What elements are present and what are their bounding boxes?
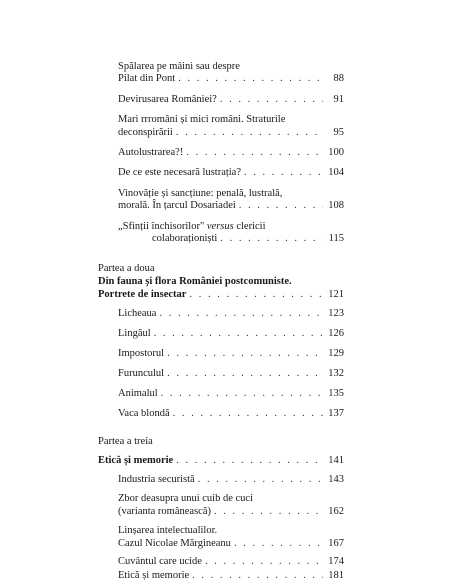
toc-page-number: 95 — [333, 127, 344, 138]
toc-entry-title: Vaca blondă — [118, 408, 170, 419]
dot-leader — [220, 233, 323, 245]
dot-leader — [176, 455, 323, 467]
toc-page-number: 100 — [328, 147, 344, 158]
toc-entry-title: Mari rrromâni și mici români. Straturile — [118, 114, 286, 125]
toc-entry-title: Lingăul — [118, 328, 151, 339]
toc-page-number: 121 — [328, 289, 344, 300]
toc-page-number: 135 — [328, 388, 344, 399]
toc-entry[interactable] — [118, 200, 344, 212]
toc-page-number: 141 — [328, 455, 344, 466]
toc-page-number: 181 — [328, 570, 344, 581]
toc-entry-title: Licheaua — [118, 308, 157, 319]
toc-page-number: 129 — [328, 348, 344, 359]
toc-entry[interactable] — [118, 556, 344, 568]
toc-page-number: 115 — [328, 233, 344, 244]
toc-entry-title: (varianta românească) — [118, 506, 211, 517]
toc-page-number: 162 — [328, 506, 344, 517]
toc-entry-title: Autolustrarea?! — [118, 147, 184, 158]
toc-entry[interactable] — [118, 538, 344, 550]
dot-leader — [167, 368, 323, 380]
toc-entry-title: Animalul — [118, 388, 158, 399]
toc-page-number: 123 — [328, 308, 344, 319]
dot-leader — [167, 348, 323, 360]
toc-entry[interactable] — [118, 368, 344, 380]
toc-entry-title: Zbor deasupra unui cuib de cuci — [118, 493, 253, 504]
part-title-entry[interactable] — [98, 289, 344, 301]
toc-entry[interactable] — [118, 94, 344, 106]
toc-entry-title: Furunculul — [118, 368, 165, 379]
dot-leader — [234, 538, 323, 550]
part-label: Partea a treia — [98, 436, 153, 447]
dot-leader — [239, 200, 323, 212]
dot-leader — [178, 73, 323, 85]
toc-entry[interactable] — [118, 570, 344, 582]
toc-entry-title: deconspirării — [118, 127, 173, 138]
toc-entry-title: Devirusarea României? — [118, 94, 217, 105]
part-title-entry[interactable] — [98, 455, 344, 467]
toc-entry[interactable] — [118, 167, 344, 179]
dot-leader — [198, 474, 323, 486]
toc-entry[interactable] — [118, 308, 344, 320]
toc-entry-title: Cuvântul care ucide — [118, 556, 202, 567]
toc-entry[interactable] — [118, 408, 344, 420]
dot-leader — [244, 167, 323, 179]
toc-entry[interactable] — [118, 348, 344, 360]
toc-entry-title: morală. În țarcul Dosariadei — [118, 200, 236, 211]
toc-page-number: 132 — [328, 368, 344, 379]
toc-entry[interactable] — [118, 127, 344, 139]
toc-entry-title: colaboraționiști — [152, 233, 218, 244]
dot-leader — [176, 127, 323, 139]
toc-page-number: 126 — [328, 328, 344, 339]
toc-entry-title: Vinovăție și sancțiune: penală, lustrală, — [118, 188, 283, 199]
toc-entry[interactable] — [118, 73, 344, 85]
toc-page-number: 137 — [328, 408, 344, 419]
part-title: Portrete de insectar — [98, 289, 187, 300]
toc-page-number: 104 — [328, 167, 344, 178]
title-part: clericii — [233, 221, 266, 232]
dot-leader — [214, 506, 323, 518]
toc-page-number: 88 — [333, 73, 344, 84]
part-label: Partea a doua — [98, 263, 155, 274]
toc-page-number: 91 — [333, 94, 344, 105]
dot-leader — [173, 408, 323, 420]
toc-entry-title: Spălarea pe mâini sau despre — [118, 61, 240, 72]
toc-entry-title: Impostorul — [118, 348, 165, 359]
toc-entry-title: Pilat din Pont — [118, 73, 176, 84]
dot-leader — [159, 308, 323, 320]
toc-page-number: 108 — [328, 200, 344, 211]
dot-leader — [205, 556, 323, 568]
part-title: Etică și memorie — [98, 455, 174, 466]
toc-entry[interactable] — [118, 328, 344, 340]
toc-entry[interactable] — [118, 233, 344, 245]
toc-page-number: 174 — [328, 556, 344, 567]
title-part: „Sfinții închisorilor" — [118, 221, 207, 232]
dot-leader — [161, 388, 323, 400]
dot-leader — [189, 289, 323, 301]
toc-entry[interactable] — [118, 506, 344, 518]
toc-entry[interactable] — [118, 474, 344, 486]
toc-entry-title: Linșarea intelectualilor. — [118, 525, 218, 536]
toc-page-number: 143 — [328, 474, 344, 485]
dot-leader — [186, 147, 323, 159]
toc-entry[interactable] — [118, 147, 344, 159]
toc-entry-title: Industria securistă — [118, 474, 195, 485]
toc-entry-title: De ce este necesară lustrația? — [118, 167, 242, 178]
part-title: Din fauna și flora României postcomuniste. — [98, 276, 292, 287]
toc-page-number: 167 — [328, 538, 344, 549]
dot-leader — [154, 328, 323, 340]
toc-entry[interactable] — [118, 388, 344, 400]
toc-entry-title — [118, 221, 266, 233]
toc-entry-title: Etică și memorie — [118, 570, 190, 581]
title-italic-part: versus — [206, 221, 234, 232]
toc-entry-title: Cazul Nicolae Mărgineanu — [118, 538, 231, 549]
dot-leader — [220, 94, 323, 106]
dot-leader — [192, 570, 323, 582]
